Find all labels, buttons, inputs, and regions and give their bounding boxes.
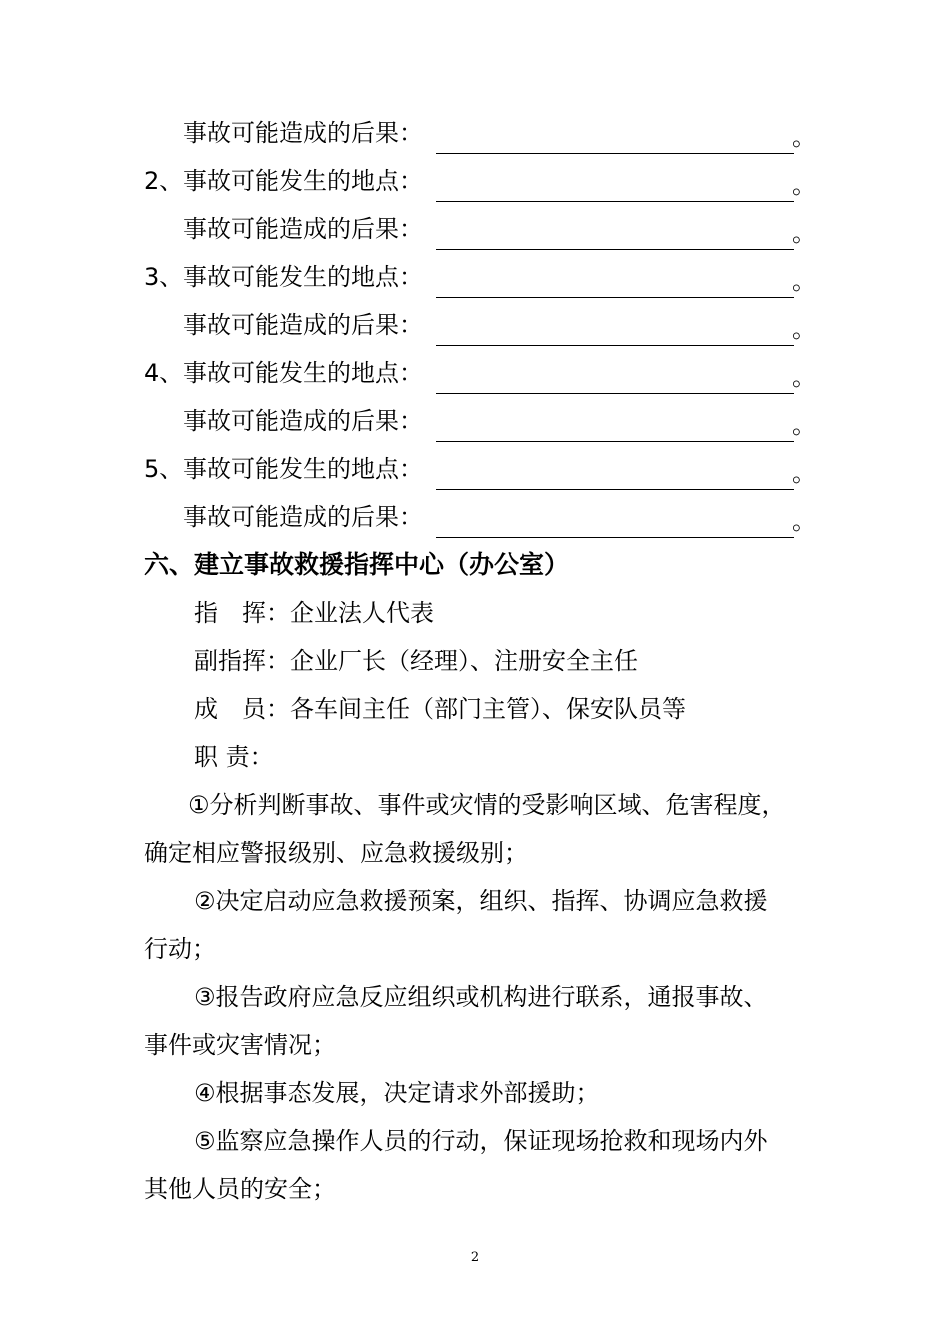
fill-in-blank[interactable] (436, 401, 794, 442)
row-end: 。 (792, 123, 816, 151)
row-label: 事故可能造成的后果： (183, 407, 423, 435)
duty-item-1: ①分析判断事故、事件或灾情的受影响区域、危害程度， (188, 791, 786, 819)
row-label: 事故可能发生的地点： (183, 455, 423, 483)
row-end: 。 (792, 171, 816, 199)
row-number: 2、 (144, 167, 184, 195)
row-end: 。 (792, 459, 816, 487)
row-label: 事故可能造成的后果： (183, 503, 423, 531)
row-end: 。 (792, 267, 816, 295)
fill-in-blank[interactable] (436, 113, 794, 154)
duties-label: 职 责： (194, 743, 274, 771)
fill-in-blank[interactable] (436, 305, 794, 346)
fill-in-blank[interactable] (436, 257, 794, 298)
fill-in-blank[interactable] (436, 161, 794, 202)
duty-item-5-cont: 其他人员的安全； (144, 1175, 336, 1203)
members-line: 成 员：各车间主任（部门主管）、保安队员等 (194, 695, 686, 723)
row-number: 3、 (144, 263, 184, 291)
fill-in-blank[interactable] (436, 209, 794, 250)
row-label: 事故可能造成的后果： (183, 119, 423, 147)
row-label: 事故可能造成的后果： (183, 215, 423, 243)
row-label: 事故可能发生的地点： (183, 359, 423, 387)
duty-item-5: ⑤监察应急操作人员的行动，保证现场抢救和现场内外 (194, 1127, 768, 1155)
duty-item-3-cont: 事件或灾害情况； (144, 1031, 336, 1059)
row-end: 。 (792, 315, 816, 343)
row-label: 事故可能发生的地点： (183, 167, 423, 195)
fill-in-blank[interactable] (436, 497, 794, 538)
duty-item-2: ②决定启动应急救援预案，组织、指挥、协调应急救援 (194, 887, 768, 915)
page-number: 2 (470, 1250, 480, 1265)
fill-in-blank[interactable] (436, 449, 794, 490)
deputy-commander-line: 副指挥：企业厂长（经理）、注册安全主任 (194, 647, 638, 675)
row-end: 。 (792, 363, 816, 391)
duty-item-3: ③报告政府应急反应组织或机构进行联系，通报事故、 (194, 983, 768, 1011)
section-heading: 六、建立事故救援指挥中心（办公室） (144, 550, 570, 579)
row-number: 5、 (144, 455, 184, 483)
duty-item-1-cont: 确定相应警报级别、应急救援级别； (144, 839, 528, 867)
row-number: 4、 (144, 359, 184, 387)
row-end: 。 (792, 411, 816, 439)
duty-item-2-cont: 行动； (144, 935, 216, 963)
duty-item-4: ④根据事态发展，决定请求外部援助； (194, 1079, 600, 1107)
row-end: 。 (792, 507, 816, 535)
row-end: 。 (792, 219, 816, 247)
row-label: 事故可能发生的地点： (183, 263, 423, 291)
fill-in-blank[interactable] (436, 353, 794, 394)
commander-line: 指 挥：企业法人代表 (194, 599, 434, 627)
row-label: 事故可能造成的后果： (183, 311, 423, 339)
